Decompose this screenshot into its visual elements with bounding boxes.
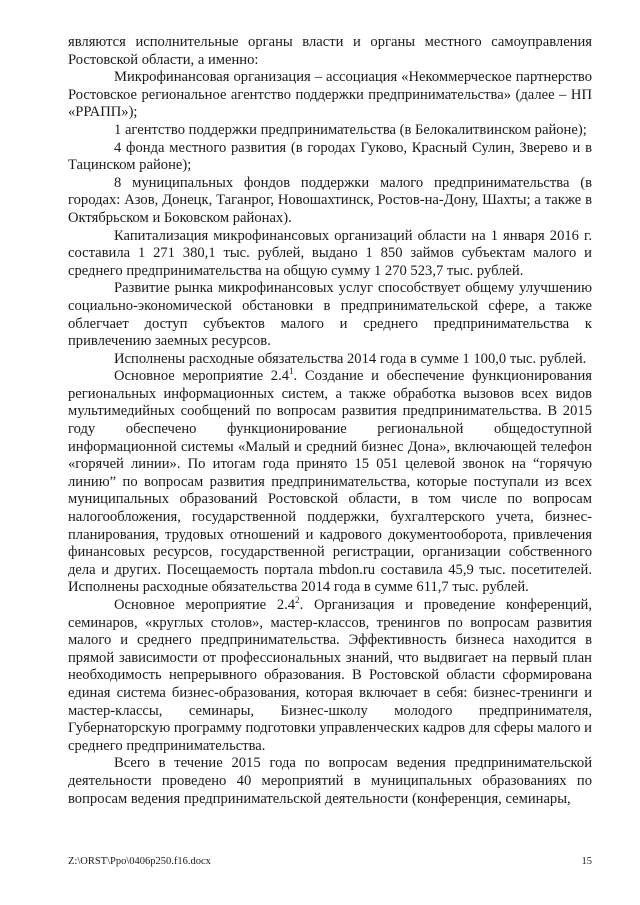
paragraph: являются исполнительные органы власти и органы местного самоуправления Ростовской области, а именно: xyxy=(68,34,592,68)
paragraph-measure-2-4-1 xyxy=(68,368,592,597)
paragraph: Исполнены расходные обязательства 2014 года в сумме 1 100,0 тыс. рублей. xyxy=(114,350,587,367)
paragraph: 8 муниципальных фондов поддержки малого предпринимательства (в городах: Азов, Донецк, Таганрог, Новошахтинск, Ростов-на-Дону, Шахты; а также в Октябрьском и Боковском районах). xyxy=(68,174,592,226)
page-number: 15 xyxy=(581,856,592,867)
paragraph: 1 агентство поддержки предпринимательства (в Белокалитвинском районе); xyxy=(114,121,587,138)
paragraph: 4 фонда местного развития (в городах Гуково, Красный Сулин, Зверево и в Тацинском районе); xyxy=(68,139,592,174)
file-path: Z:\ORST\Ppo\0406p250.f16.docx xyxy=(68,856,211,867)
measure-title: Основное мероприятие 2.4 xyxy=(114,597,296,613)
measure-title: Основное мероприятие 2.4 xyxy=(114,368,290,385)
paragraph-text: . Организация и проведение конференций, семинаров, «круглых столов», мастер-классов, тренингов по вопросам развития малого и среднего предпринимательства. Эффективность бизнеса находится в прямой зависимости от профессиональных знаний, что выдвигает на первый план необходимость непрерывного образования. В Ростовской области сформирована единая система бизнес-образования, которая включает в себя: бизнес-тренинги и мастер-классы, семинары, Бизнес-школу молодого предпринимателя, Губернаторскую программу подготовки управленческих кадров для сферы малого и среднего предпринимательства. xyxy=(68,597,592,754)
paragraph-measure-2-4-2 xyxy=(68,597,592,755)
footnote-mark: 1 xyxy=(289,366,294,377)
paragraph: Всего в течение 2015 года по вопросам ведения предпринимательской деятельности проведено 40 мероприятий в муниципальных образованиях по вопросам ведения предпринимательской деятельности (конференция, семинары, xyxy=(68,755,592,807)
footnote-mark: 2 xyxy=(295,595,300,606)
paragraph-text: . Создание и обеспечение функционирования региональных информационных систем, а также обработка вызовов всех видов мультимедийных сообщений по вопросам развития предпринимательства. В 2015 году обеспечено функционирование региональной общедоступной информационной системы «Малый и средний бизнес Дона», включающей телефон «горячей линии». По итогам года принято 15 051 целевой звонок на “горячую линию” по вопросам развития предпринимательства, которые поступали из всех муниципальных образований Ростовской области, в том числе по вопросам налогообложения, государственной поддержки, бухгалтерского учета, бизнес-планирования, трудовых отношений и кадрового документооборота, привлечения финансовых ресурсов, государственной регистрации, организации собственного дела и других. Посещаемость портала mbdon.ru составила 45,9 тыс. посетителей. Исполнены расходные обязательства 2014 года в сумме 611,7 тыс. рублей. xyxy=(68,368,592,596)
paragraph: Микрофинансовая организация – ассоциация «Некоммерческое партнерство Ростовское региональное агентство поддержки предпринимательства» (далее – НП «РРАПП»); xyxy=(68,69,592,121)
paragraph: Капитализация микрофинансовых организаций области на 1 января 2016 г. составила 1 271 380,1 тыс. рублей, выдано 1 850 займов субъектам малого и среднего предпринимательства на общую сумму 1 270 523,7 тыс. рублей. xyxy=(68,227,592,279)
document-body xyxy=(68,34,592,808)
paragraph: Развитие рынка микрофинансовых услуг способствует общему улучшению социально-экономической обстановки в предпринимательской сфере, а также облегчает доступ субъектов малого и среднего предпринимательства к привлечению заемных ресурсов. xyxy=(68,280,592,350)
